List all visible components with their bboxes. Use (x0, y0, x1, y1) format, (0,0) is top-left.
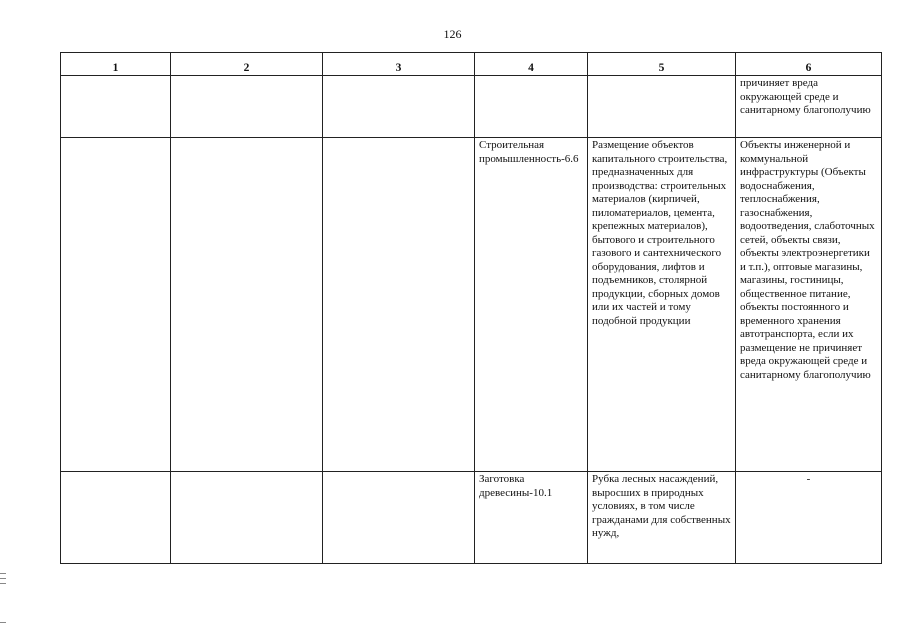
table-row (61, 138, 882, 472)
empty-cell (61, 138, 171, 472)
margin-mark (0, 573, 6, 574)
auxiliary-use-cell: причиняет вреда окружающей среде и санитарному благополучию (736, 76, 882, 138)
permitted-use-cell: Строительная промышленность-6.6 (475, 138, 588, 472)
margin-mark (0, 583, 6, 584)
table-row (61, 472, 882, 564)
table-row (61, 76, 882, 138)
empty-cell (61, 472, 171, 564)
empty-cell (171, 472, 323, 564)
column-header-6: 6 (736, 53, 882, 76)
empty-cell (323, 472, 475, 564)
use-description-cell (588, 76, 736, 138)
auxiliary-use-cell: - (736, 472, 882, 564)
column-header-4: 4 (475, 53, 588, 76)
column-header-2: 2 (171, 53, 323, 76)
table-header-row (61, 53, 882, 76)
auxiliary-use-cell: Объекты инженерной и коммунальной инфраструктуры (Объекты водоснабжения, теплоснабжения, газоснабжения, водоотведения, слаботочных сетей, объекты связи, объекты электроэнергетики и т.п.), оптовые магазины, магазины, гостиницы, общественное питание, объекты постоянного и временного хранения автотранспорта, если их размещение не причиняет вреда окружающей среде и санитарному благополучию (736, 138, 882, 472)
column-header-3: 3 (323, 53, 475, 76)
page-number: 126 (443, 27, 462, 41)
column-header-5: 5 (588, 53, 736, 76)
empty-cell (323, 76, 475, 138)
permitted-use-cell: Заготовка древесины-10.1 (475, 472, 588, 564)
margin-mark (0, 578, 6, 579)
use-description-cell: Размещение объектов капитального строительства, предназначенных для производства: строительных материалов (кирпичей, пиломатериалов, цемента, крепежных материалов), бытового и строительного газового и сантехнического оборудования, лифтов и подъемников, столярной продукции, сборных домов или их частей и тому подобной продукции (588, 138, 736, 472)
zoning-table (60, 52, 882, 564)
empty-cell (171, 76, 323, 138)
use-description-cell: Рубка лесных насаждений, выросших в природных условиях, в том числе гражданами для собственных нужд, (588, 472, 736, 564)
column-header-1: 1 (61, 53, 171, 76)
empty-cell (171, 138, 323, 472)
permitted-use-cell (475, 76, 588, 138)
empty-cell (323, 138, 475, 472)
margin-mark (0, 622, 6, 623)
empty-cell (61, 76, 171, 138)
